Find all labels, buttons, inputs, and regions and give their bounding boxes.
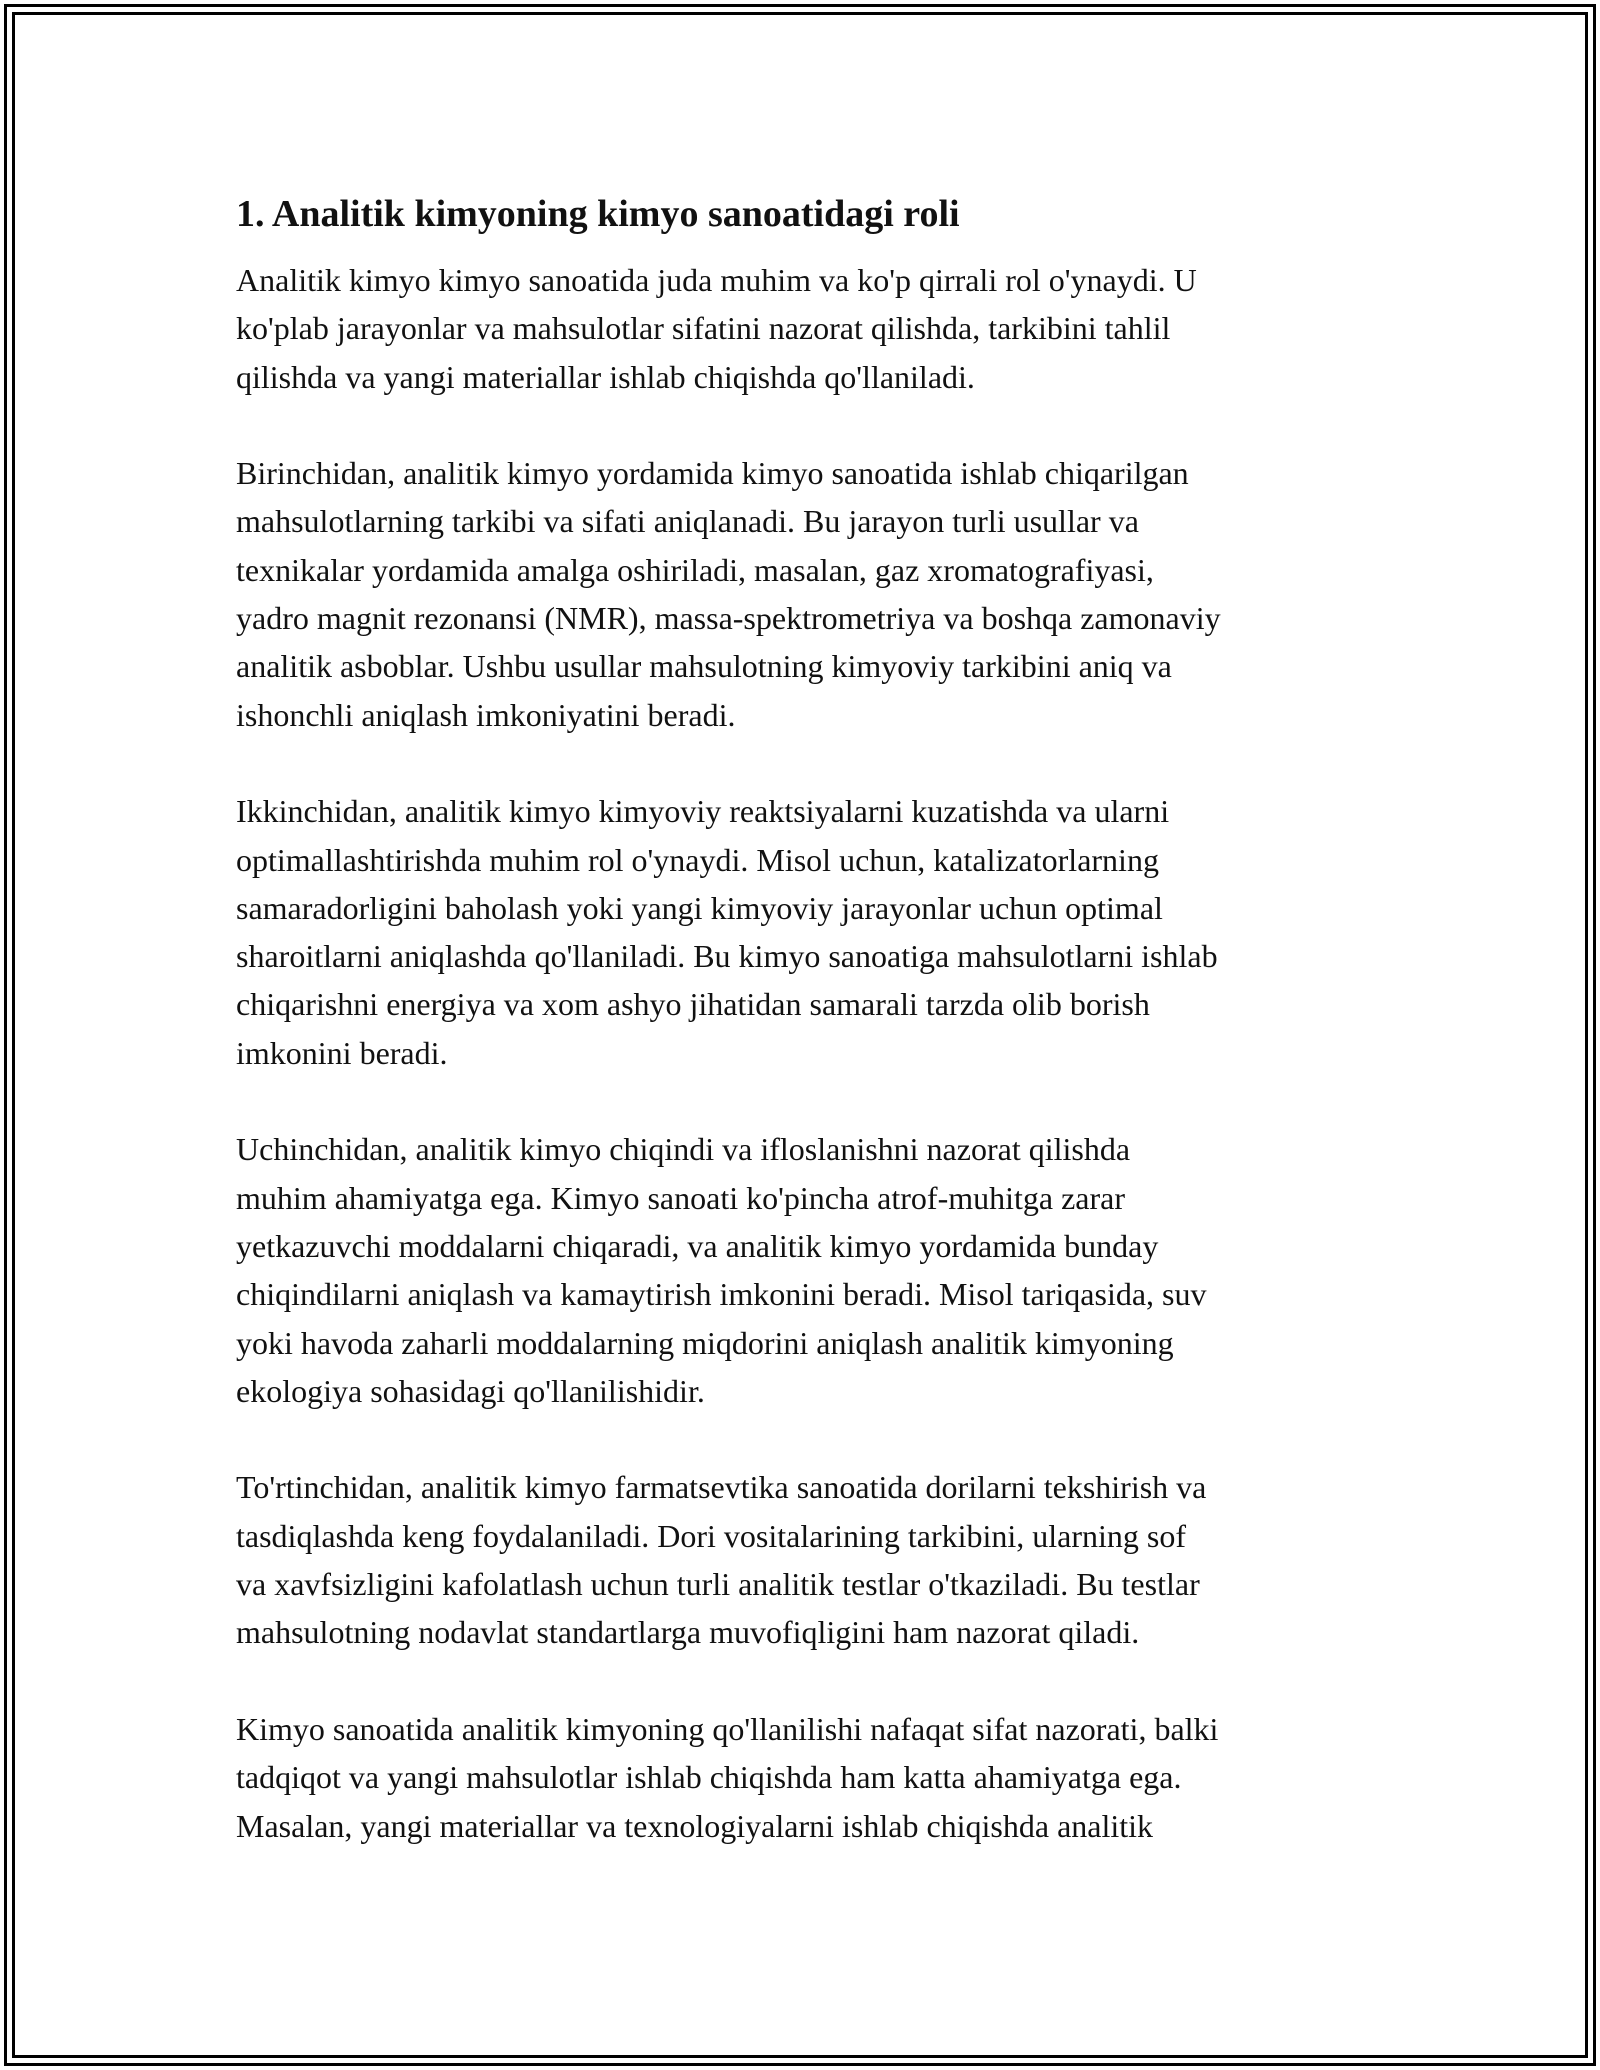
text-line: Analitik kimyo kimyo sanoatida juda muhim va ko'p qirrali rol o'ynaydi. U — [236, 262, 1197, 298]
paragraph-4 — [236, 1125, 1396, 1415]
document-body — [236, 188, 1396, 1898]
text-line: va xavfsizligini kafolatlash uchun turli analitik testlar o'tkaziladi. Bu testlar — [236, 1566, 1200, 1603]
text-line: imkonini beradi. — [236, 1034, 448, 1071]
paragraph-2 — [236, 449, 1396, 739]
section-heading: 1. Analitik kimyoning kimyo sanoatidagi roli — [236, 193, 960, 235]
text-line: mahsulotlarning tarkibi va sifati aniqlanadi. Bu jarayon turli usullar va — [236, 503, 1139, 540]
text-line: chiqarishni energiya va xom ashyo jihatidan samarali tarzda olib borish — [236, 986, 1150, 1023]
text-line: muhim ahamiyatga ega. Kimyo sanoati ko'pincha atrof-muhitga zarar — [236, 1179, 1126, 1216]
text-line: optimallashtirishda muhim rol o'ynaydi. Misol uchun, katalizatorlarning — [236, 841, 1159, 878]
text-line: Uchinchidan, analitik kimyo chiqindi va ifloslanishni nazorat qilishda — [236, 1131, 1131, 1168]
text-line: Ikkinchidan, analitik kimyo kimyoviy reaktsiyalarni kuzatishda va ularni — [236, 793, 1170, 830]
text-line: Birinchidan, analitik kimyo yordamida kimyo sanoatida ishlab chiqarilgan — [236, 455, 1189, 492]
text-line: mahsulotning nodavlat standartlarga muvofiqligini ham nazorat qiladi. — [236, 1614, 1140, 1651]
text-line: Kimyo sanoatida analitik kimyoning qo'llanilishi nafaqat sifat nazorati, balki — [236, 1710, 1219, 1747]
text-line: yoki havoda zaharli moddalarning miqdorini aniqlash analitik kimyoning — [236, 1324, 1174, 1361]
paragraph-6 — [236, 1705, 1396, 1850]
text-line: samaradorligini baholash yoki yangi kimyoviy jarayonlar uchun optimal — [236, 889, 1163, 926]
text-line: tasdiqlashda keng foydalaniladi. Dori vositalarining tarkibini, ularning sof — [236, 1517, 1187, 1554]
text-line: yetkazuvchi moddalarni chiqaradi, va analitik kimyo yordamida bunday — [236, 1227, 1159, 1264]
text-line: Masalan, yangi materiallar va texnologiyalarni ishlab chiqishda analitik — [236, 1807, 1154, 1844]
paragraph-1 — [236, 256, 1396, 401]
text-line: ekologiya sohasidagi qo'llanilishidir. — [236, 1372, 705, 1409]
text-line: To'rtinchidan, analitik kimyo farmatsevtika sanoatida dorilarni tekshirish va — [236, 1469, 1207, 1506]
text-line: qilishda va yangi materiallar ishlab chiqishda qo'llaniladi. — [236, 358, 975, 395]
paragraph-5 — [236, 1463, 1396, 1656]
text-line: chiqindilarni aniqlash va kamaytirish imkonini beradi. Misol tariqasida, suv — [236, 1276, 1207, 1313]
text-line: texnikalar yordamida amalga oshiriladi, masalan, gaz xromatografiyasi, — [236, 551, 1154, 588]
text-line: sharoitlarni aniqlashda qo'llaniladi. Bu kimyo sanoatiga mahsulotlarni ishlab — [236, 938, 1218, 975]
text-line: ishonchli aniqlash imkoniyatini beradi. — [236, 696, 736, 733]
text-line: yadro magnit rezonansi (NMR), massa-spektrometriya va boshqa zamonaviy — [236, 600, 1221, 637]
text-line: tadqiqot va yangi mahsulotlar ishlab chiqishda ham katta ahamiyatga ega. — [236, 1759, 1182, 1796]
paragraph-3 — [236, 787, 1396, 1077]
text-line: ko'plab jarayonlar va mahsulotlar sifatini nazorat qilishda, tarkibini tahlil — [236, 310, 1171, 347]
text-line: analitik asboblar. Ushbu usullar mahsulotning kimyoviy tarkibini aniq va — [236, 648, 1172, 685]
